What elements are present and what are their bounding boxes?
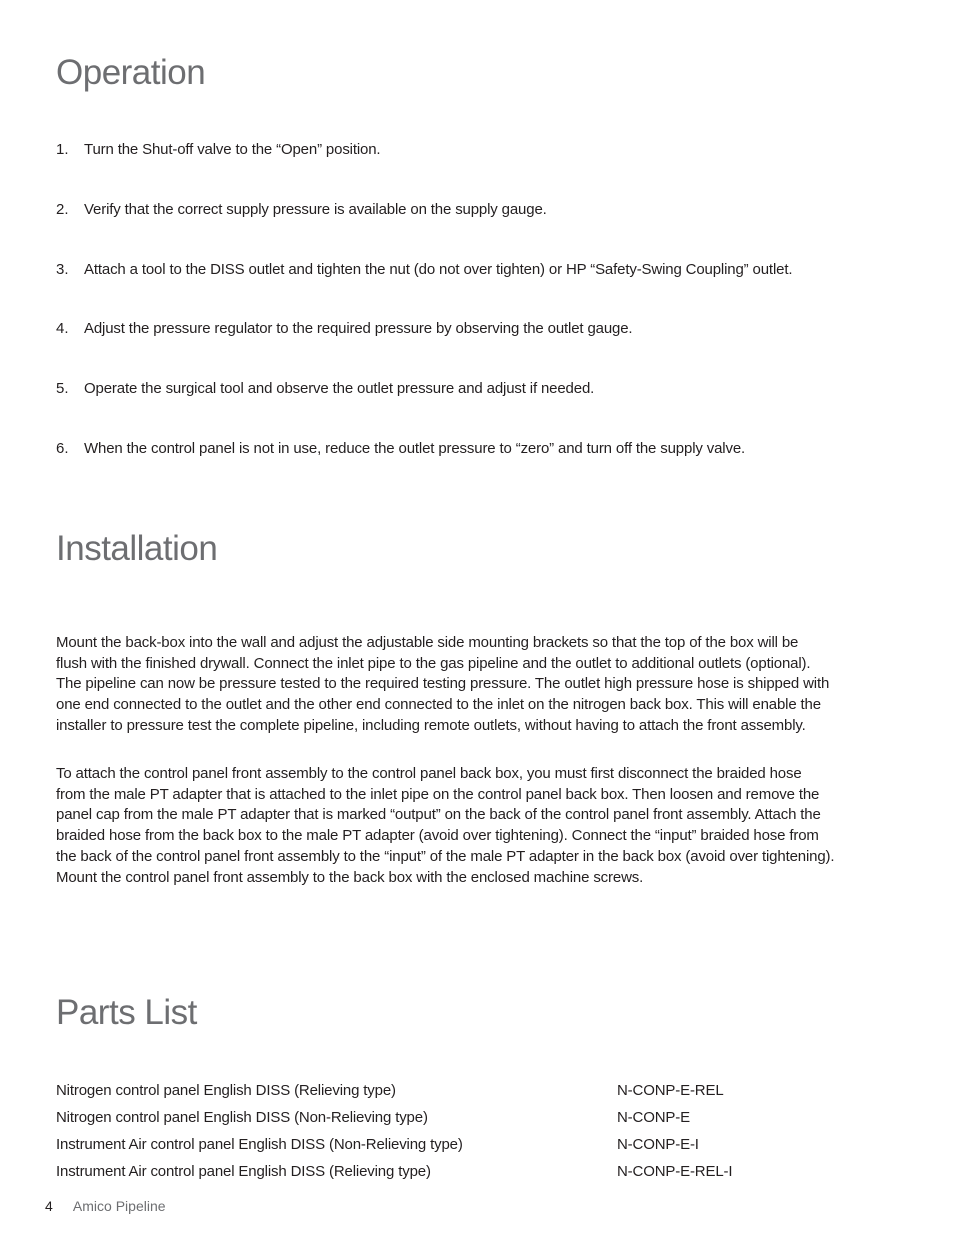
table-row: [56, 1108, 856, 1135]
part-code: N-CONP-E: [617, 1109, 690, 1126]
list-item: [56, 439, 916, 459]
parts-table: [56, 1081, 856, 1189]
paragraph-line: installer to pressure test the complete pipeline, including remote outlets, without having to attach the front assembly.: [56, 716, 806, 734]
page-number: 4: [45, 1198, 53, 1214]
step-number: 4.: [56, 320, 69, 338]
step-text: Adjust the pressure regulator to the required pressure by observing the outlet gauge.: [84, 320, 633, 338]
paragraph-line: Mount the back-box into the wall and adjust the adjustable side mounting brackets so that the top of the box will be: [56, 634, 799, 651]
step-text: Attach a tool to the DISS outlet and tighten the nut (do not over tighten) or HP “Safety-Swing Coupling” outlet.: [84, 260, 793, 278]
step-text: Turn the Shut-off valve to the “Open” position.: [84, 141, 381, 158]
paragraph-line: one end connected to the outlet and the other end connected to the inlet on the nitrogen back box. This will enable the: [56, 696, 821, 714]
list-item: [56, 200, 916, 220]
paragraph-line: the back of the control panel front assembly to the “input” of the male PT adapter in the back box (avoid over tightening).: [56, 847, 835, 865]
table-row: [56, 1081, 856, 1108]
part-description: Instrument Air control panel English DISS (Non-Relieving type): [56, 1136, 463, 1153]
step-number: 2.: [56, 200, 69, 218]
operation-steps-list: [56, 140, 916, 499]
paragraph-line: To attach the control panel front assembly to the control panel back box, you must first disconnect the braided hose: [56, 765, 802, 782]
list-item: [56, 319, 916, 339]
part-code: N-CONP-E-REL-I: [617, 1163, 733, 1180]
step-text: Operate the surgical tool and observe the outlet pressure and adjust if needed.: [84, 380, 595, 398]
installation-paragraph-1: [56, 633, 916, 737]
paragraph-line: braided hose from the back box to the male PT adapter (avoid over tightening). Connect the “input” braided hose from: [56, 827, 819, 845]
footer-brand: Amico Pipeline: [72, 1198, 166, 1214]
step-number: 3.: [56, 260, 69, 278]
part-code: N-CONP-E-REL: [617, 1082, 724, 1099]
list-item: [56, 260, 916, 280]
paragraph-line: Mount the control panel front assembly to the back box with the enclosed machine screws.: [56, 868, 644, 886]
installation-paragraph-2: [56, 764, 916, 888]
parts-list-heading: Parts List: [56, 993, 197, 1032]
part-code: N-CONP-E-I: [617, 1136, 699, 1153]
paragraph-line: flush with the finished drywall. Connect the inlet pipe to the gas pipeline and the outlet to additional outlets (optional).: [56, 654, 811, 672]
part-description: Instrument Air control panel English DISS (Relieving type): [56, 1163, 431, 1180]
table-row: [56, 1162, 856, 1189]
step-number: 1.: [56, 141, 69, 158]
list-item: [56, 140, 916, 160]
step-text: Verify that the correct supply pressure is available on the supply gauge.: [84, 200, 547, 218]
page-footer: [45, 1196, 166, 1216]
table-row: [56, 1135, 856, 1162]
paragraph-line: The pipeline can now be pressure tested to the required testing pressure. The outlet high pressure hose is shipped with: [56, 675, 830, 693]
step-number: 5.: [56, 380, 69, 398]
step-text: When the control panel is not in use, reduce the outlet pressure to “zero” and turn off the supply valve.: [84, 439, 746, 457]
paragraph-line: panel cap from the male PT adapter that is marked “output” on the back of the control panel front assembly. Attach the: [56, 806, 821, 824]
part-description: Nitrogen control panel English DISS (Relieving type): [56, 1082, 396, 1099]
part-description: Nitrogen control panel English DISS (Non-Relieving type): [56, 1109, 428, 1126]
operation-heading: Operation: [56, 53, 206, 92]
paragraph-line: from the male PT adapter that is attached to the inlet pipe on the control panel back box. Then loosen and remove the: [56, 785, 820, 803]
list-item: [56, 379, 916, 399]
step-number: 6.: [56, 439, 69, 457]
installation-heading: Installation: [56, 529, 218, 568]
